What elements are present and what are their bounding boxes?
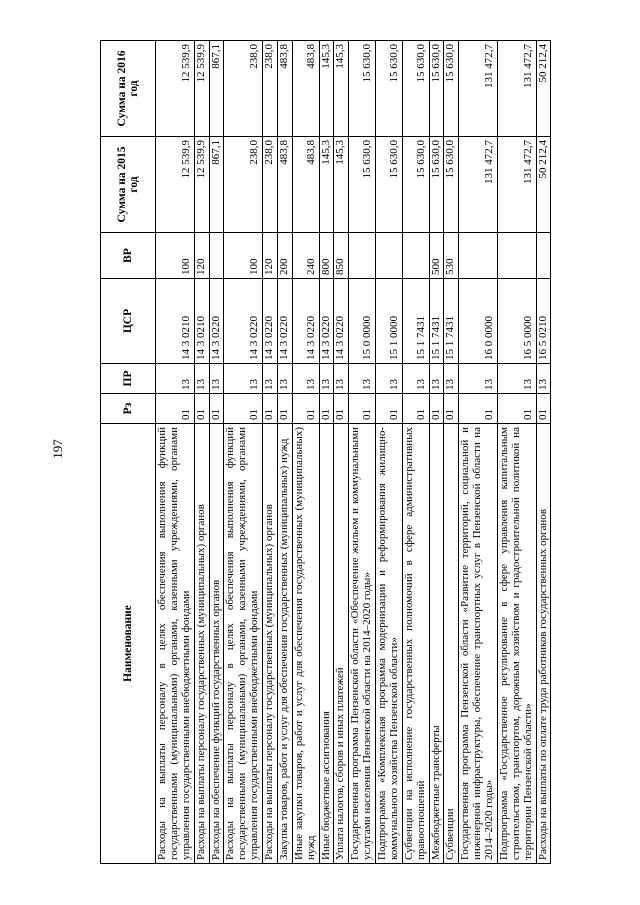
row-sum-2016-cell: 145,3 <box>334 41 349 137</box>
row-pr-cell: 13 <box>497 364 536 394</box>
row-pr-cell: 13 <box>224 364 263 394</box>
row-name-cell: Субвенции <box>444 424 459 864</box>
row-name-cell: Расходы на выплаты персоналу в целях обеспечения выполнения функций государственными (муниципальными) органами, казенными учреждениями, органами управления государственными внебюджетными фондами <box>156 424 195 864</box>
header-sum-2015: Сумма на 2015 год <box>101 137 156 233</box>
row-vr-cell: 530 <box>444 233 459 279</box>
row-name-cell: Государственная программа Пензенской области «Обеспечение жильем и коммунальными услугами населения Пензенской области на 2014–2020 годы» <box>349 424 376 864</box>
row-rz-cell: 01 <box>536 394 551 424</box>
row-name-cell: Закупка товаров, работ и услуг для обеспечения государственных (муниципальных) нужд <box>277 424 292 864</box>
row-sum-2016-cell: 12 539,9 <box>156 41 195 137</box>
row-rz-cell: 01 <box>263 394 278 424</box>
table-row <box>429 41 444 864</box>
row-csr-cell: 14 3 0220 <box>263 279 278 364</box>
row-pr-cell: 13 <box>536 364 551 394</box>
row-pr-cell: 13 <box>444 364 459 394</box>
row-sum-2016-cell: 15 630,0 <box>349 41 376 137</box>
row-sum-2016-cell: 867,1 <box>209 41 224 137</box>
row-name-cell: Расходы на выплаты персоналу государственных (муниципальных) органов <box>263 424 278 864</box>
row-sum-2016-cell: 483,8 <box>277 41 292 137</box>
header-name: Наименование <box>101 424 156 864</box>
table-row <box>444 41 459 864</box>
row-rz-cell: 01 <box>156 394 195 424</box>
table-row <box>459 41 498 864</box>
row-vr-cell <box>209 233 224 279</box>
row-csr-cell: 14 3 0220 <box>334 279 349 364</box>
row-sum-2015-cell: 238,0 <box>224 137 263 233</box>
row-sum-2016-cell: 131 472,7 <box>497 41 536 137</box>
row-vr-cell: 200 <box>277 233 292 279</box>
row-name-cell: Государственная программа Пензенской области «Развитие территорий, социальной и инженерной инфраструктуры, обеспечение транспортных услуг в Пензенской области на 2014–2020 годы» <box>459 424 498 864</box>
row-sum-2015-cell: 483,8 <box>277 137 292 233</box>
row-sum-2015-cell: 50 212,4 <box>536 137 551 233</box>
row-rz-cell: 01 <box>194 394 209 424</box>
row-name-cell: Расходы на выплаты персоналу государственных (муниципальных) органов <box>194 424 209 864</box>
table-row <box>376 41 403 864</box>
row-vr-cell <box>402 233 429 279</box>
row-pr-cell: 13 <box>156 364 195 394</box>
row-rz-cell: 01 <box>209 394 224 424</box>
row-vr-cell <box>459 233 498 279</box>
row-csr-cell: 16 0 0000 <box>459 279 498 364</box>
row-sum-2015-cell: 15 630,0 <box>402 137 429 233</box>
row-rz-cell: 01 <box>444 394 459 424</box>
row-vr-cell: 240 <box>292 233 319 279</box>
row-sum-2016-cell: 15 630,0 <box>402 41 429 137</box>
table-row <box>536 41 551 864</box>
table-row <box>224 41 263 864</box>
row-csr-cell: 14 3 0210 <box>194 279 209 364</box>
table-row <box>319 41 334 864</box>
table-row <box>402 41 429 864</box>
row-sum-2015-cell: 15 630,0 <box>444 137 459 233</box>
row-csr-cell: 15 1 7431 <box>402 279 429 364</box>
row-pr-cell: 13 <box>292 364 319 394</box>
row-sum-2016-cell: 15 630,0 <box>444 41 459 137</box>
row-csr-cell: 16 5 0210 <box>536 279 551 364</box>
rotated-page-content <box>100 41 595 864</box>
row-rz-cell: 01 <box>497 394 536 424</box>
row-pr-cell: 13 <box>459 364 498 394</box>
row-name-cell: Межбюджетные трансферты <box>429 424 444 864</box>
table-row <box>349 41 376 864</box>
header-pr: ПР <box>101 364 156 394</box>
row-sum-2016-cell: 50 212,4 <box>536 41 551 137</box>
row-name-cell: Подпрограмма «Государственное регулирование в сфере управления капитальным строительством, транспортом, дорожным хозяйством и градостроительной политикой на территории Пензенской области» <box>497 424 536 864</box>
row-csr-cell: 15 1 7431 <box>444 279 459 364</box>
row-sum-2015-cell: 15 630,0 <box>376 137 403 233</box>
row-pr-cell: 13 <box>277 364 292 394</box>
row-name-cell: Уплата налогов, сборов и иных платежей <box>334 424 349 864</box>
row-name-cell: Иные закупки товаров, работ и услуг для обеспечения государственных (муниципальных) нужд <box>292 424 319 864</box>
row-sum-2016-cell: 145,3 <box>319 41 334 137</box>
row-sum-2015-cell: 145,3 <box>334 137 349 233</box>
row-rz-cell: 01 <box>459 394 498 424</box>
row-pr-cell: 13 <box>402 364 429 394</box>
header-rz: Рз <box>101 394 156 424</box>
row-sum-2016-cell: 15 630,0 <box>429 41 444 137</box>
row-name-cell: Иные бюджетные ассигнования <box>319 424 334 864</box>
table-row <box>263 41 278 864</box>
table-row <box>292 41 319 864</box>
row-csr-cell: 15 1 0000 <box>376 279 403 364</box>
row-vr-cell <box>349 233 376 279</box>
row-vr-cell: 100 <box>156 233 195 279</box>
row-pr-cell: 13 <box>376 364 403 394</box>
row-sum-2015-cell: 145,3 <box>319 137 334 233</box>
budget-table <box>100 40 551 864</box>
row-pr-cell: 13 <box>349 364 376 394</box>
row-rz-cell: 01 <box>402 394 429 424</box>
row-rz-cell: 01 <box>429 394 444 424</box>
row-vr-cell <box>536 233 551 279</box>
row-pr-cell: 13 <box>319 364 334 394</box>
row-vr-cell <box>497 233 536 279</box>
header-vr: ВР <box>101 233 156 279</box>
row-name-cell: Субвенции на исполнение государственных полномочий в сфере административных правоотношений <box>402 424 429 864</box>
row-vr-cell: 100 <box>224 233 263 279</box>
row-rz-cell: 01 <box>319 394 334 424</box>
row-vr-cell <box>376 233 403 279</box>
header-csr: ЦСР <box>101 279 156 364</box>
header-sum-2016: Сумма на 2016 год <box>101 41 156 137</box>
row-csr-cell: 14 3 0220 <box>209 279 224 364</box>
row-sum-2016-cell: 483,8 <box>292 41 319 137</box>
table-body <box>156 41 551 864</box>
row-csr-cell: 14 3 0210 <box>156 279 195 364</box>
row-vr-cell: 800 <box>319 233 334 279</box>
row-pr-cell: 13 <box>263 364 278 394</box>
row-sum-2015-cell: 12 539,9 <box>194 137 209 233</box>
row-vr-cell: 500 <box>429 233 444 279</box>
row-sum-2016-cell: 238,0 <box>263 41 278 137</box>
row-sum-2015-cell: 15 630,0 <box>429 137 444 233</box>
row-pr-cell: 13 <box>194 364 209 394</box>
row-vr-cell: 120 <box>194 233 209 279</box>
row-rz-cell: 01 <box>292 394 319 424</box>
row-sum-2015-cell: 131 472,7 <box>459 137 498 233</box>
table-header-row <box>101 41 156 864</box>
table-row <box>277 41 292 864</box>
row-name-cell: Расходы на выплаты по оплате труда работников государственных органов <box>536 424 551 864</box>
row-csr-cell: 15 0 0000 <box>349 279 376 364</box>
row-sum-2016-cell: 131 472,7 <box>459 41 498 137</box>
row-rz-cell: 01 <box>376 394 403 424</box>
row-sum-2016-cell: 12 539,9 <box>194 41 209 137</box>
row-sum-2015-cell: 238,0 <box>263 137 278 233</box>
row-sum-2015-cell: 483,8 <box>292 137 319 233</box>
table-row <box>334 41 349 864</box>
row-sum-2016-cell: 238,0 <box>224 41 263 137</box>
table-row <box>209 41 224 864</box>
row-csr-cell: 14 3 0220 <box>277 279 292 364</box>
row-sum-2015-cell: 131 472,7 <box>497 137 536 233</box>
row-rz-cell: 01 <box>334 394 349 424</box>
table-row <box>497 41 536 864</box>
row-pr-cell: 13 <box>209 364 224 394</box>
row-vr-cell: 120 <box>263 233 278 279</box>
row-sum-2015-cell: 15 630,0 <box>349 137 376 233</box>
table-row <box>156 41 195 864</box>
row-name-cell: Расходы на обеспечение функций государственных органов <box>209 424 224 864</box>
page-number: 197 <box>50 439 65 459</box>
table-row <box>194 41 209 864</box>
row-sum-2016-cell: 15 630,0 <box>376 41 403 137</box>
row-name-cell: Подпрограмма «Комплексная программа модернизации и реформирования жилищно-коммунального хозяйства Пензенской области» <box>376 424 403 864</box>
row-pr-cell: 13 <box>334 364 349 394</box>
row-csr-cell: 14 3 0220 <box>319 279 334 364</box>
row-rz-cell: 01 <box>224 394 263 424</box>
row-csr-cell: 14 3 0220 <box>224 279 263 364</box>
row-name-cell: Расходы на выплаты персоналу в целях обеспечения выполнения функций государственными (муниципальными) органами, казенными учреждениями, органами управления государственными внебюджетными фондами <box>224 424 263 864</box>
row-vr-cell: 850 <box>334 233 349 279</box>
row-sum-2015-cell: 867,1 <box>209 137 224 233</box>
row-rz-cell: 01 <box>277 394 292 424</box>
row-csr-cell: 15 1 7431 <box>429 279 444 364</box>
row-csr-cell: 14 3 0220 <box>292 279 319 364</box>
row-sum-2015-cell: 12 539,9 <box>156 137 195 233</box>
row-csr-cell: 16 5 0000 <box>497 279 536 364</box>
row-rz-cell: 01 <box>349 394 376 424</box>
row-pr-cell: 13 <box>429 364 444 394</box>
